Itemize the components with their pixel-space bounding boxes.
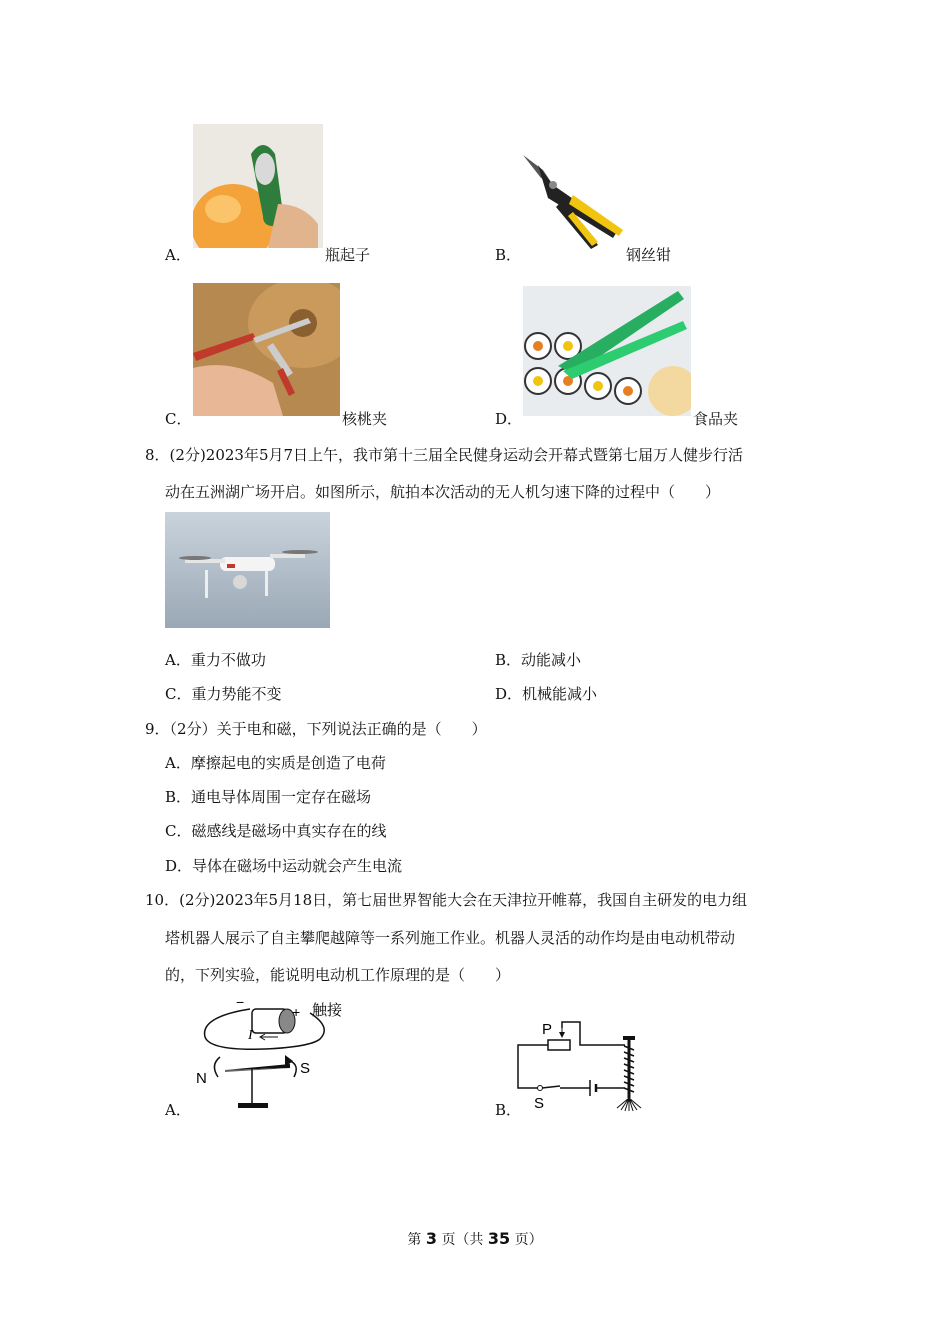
switch-label: S xyxy=(534,1095,545,1112)
option-caption: 瓶起子 xyxy=(325,246,371,264)
question-10-option-b: B． xyxy=(495,1101,522,1119)
option-letter: A． xyxy=(165,246,191,264)
electromagnet-circuit-diagram xyxy=(510,1018,660,1118)
bottle-opener-image xyxy=(193,124,323,248)
current-label: I xyxy=(248,1028,253,1043)
oersted-experiment-diagram xyxy=(190,995,360,1115)
option-letter: B． xyxy=(495,246,522,264)
option-letter: D． xyxy=(495,410,523,428)
nutcracker-image xyxy=(193,283,340,416)
question-10-stem-cont: 的，下列实验，能说明电动机工作原理的是（ ） xyxy=(165,966,511,984)
footer-suffix: 页） xyxy=(514,1232,543,1248)
touch-label: 触接 xyxy=(312,1002,343,1019)
question-8-option-b: B．动能减小 xyxy=(495,651,582,669)
question-9-option-d: D．导体在磁场中运动就会产生电流 xyxy=(165,857,403,875)
option-caption: 核桃夹 xyxy=(342,410,388,428)
option-letter: C． xyxy=(165,410,192,428)
plus-sign-label: + xyxy=(292,1004,301,1020)
question-8-stem: 8．(2分)2023年5月7日上午，我市第十三届全民健身运动会开幕式暨第七届万人健步行活 xyxy=(145,446,744,464)
drone-image xyxy=(165,512,330,628)
question-8-option-c: C．重力势能不变 xyxy=(165,685,282,703)
option-caption: 食品夹 xyxy=(693,410,739,428)
question-10-stem: 10．(2分)2023年5月18日，第七届世界智能大会在天津拉开帷幕，我国自主研发的电力组 xyxy=(145,891,748,909)
option-caption: 钢丝钳 xyxy=(626,246,672,264)
current-page-number: 3 xyxy=(425,1229,437,1248)
footer-middle: 页（共 xyxy=(441,1232,484,1248)
question-8-option-d: D．机械能减小 xyxy=(495,685,598,703)
pliers-image xyxy=(518,150,628,250)
food-tongs-image xyxy=(523,286,691,416)
question-8-option-a: A．重力不做功 xyxy=(165,651,266,669)
question-9-stem: 9．（2分）关于电和磁，下列说法正确的是（ ） xyxy=(145,720,487,738)
footer-prefix: 第 xyxy=(407,1232,422,1248)
rheostat-slider-label: P xyxy=(542,1021,553,1038)
total-page-count: 35 xyxy=(487,1229,511,1248)
question-9-option-c: C．磁感线是磁场中真实存在的线 xyxy=(165,822,387,840)
question-8-stem-cont: 动在五洲湖广场开启。如图所示，航拍本次活动的无人机匀速下降的过程中（ ） xyxy=(165,483,721,501)
question-9-option-b: B．通电导体周围一定存在磁场 xyxy=(165,788,372,806)
minus-sign-label: − xyxy=(236,995,245,1010)
question-9-option-a: A．摩擦起电的实质是创造了电荷 xyxy=(165,754,386,772)
south-pole-label: S xyxy=(300,1060,311,1077)
question-10-stem-cont: 塔机器人展示了自主攀爬越障等一系列施工作业。机器人灵活的动作均是由电动机带动 xyxy=(165,929,736,947)
north-pole-label: N xyxy=(196,1070,207,1087)
page-footer xyxy=(0,1229,950,1249)
question-10-option-a: A． xyxy=(165,1101,191,1119)
